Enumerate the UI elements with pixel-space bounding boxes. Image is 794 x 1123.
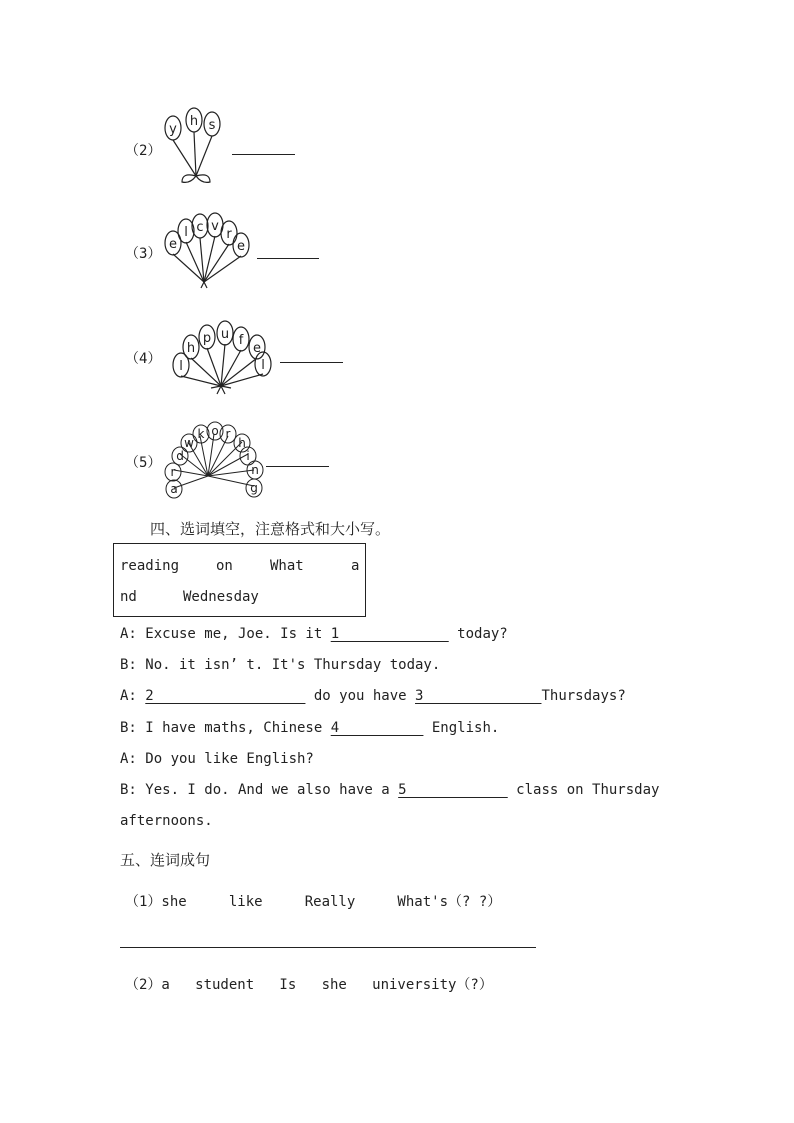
item-5-label: （5）	[125, 455, 162, 471]
balloon-bunch-4-icon	[165, 318, 279, 398]
blank-5: 5	[398, 782, 508, 798]
balloon-letter: s	[208, 118, 216, 133]
balloon-letter: o	[211, 424, 219, 438]
word-bank-word: What	[270, 558, 304, 574]
balloon-letter: i	[246, 449, 250, 463]
balloon-letter: r	[225, 427, 231, 441]
balloon-bunch-5-icon	[160, 418, 270, 502]
item-2-label: （2）	[125, 143, 162, 159]
balloon-letter: r	[170, 465, 176, 479]
balloon-letter: l	[184, 225, 188, 240]
dialog-line-5: A: Do you like English?	[120, 751, 314, 767]
balloon-letter: u	[220, 327, 230, 342]
word-bank-word: on	[216, 558, 233, 574]
word-bank-word: nd	[120, 589, 137, 605]
blank-3: 3	[415, 688, 542, 704]
item-4-label: （4）	[125, 351, 162, 367]
word-bank-box	[113, 543, 366, 617]
answer-line-3	[257, 258, 319, 259]
item-3-label: （3）	[125, 246, 162, 262]
word-bank-word: a	[351, 558, 360, 574]
balloon-bunch-3-icon	[160, 210, 254, 292]
section-5-title: 五、连词成句	[120, 851, 211, 869]
word-bank-word: Wednesday	[183, 589, 259, 605]
balloon-bunch-2-icon	[160, 104, 230, 188]
balloon-letter: r	[226, 227, 232, 242]
blank-2: 2	[145, 688, 306, 704]
balloon-letter: v	[211, 219, 219, 234]
answer-line-5	[266, 466, 329, 467]
dialog-line-2: B: No. it isn’ t. It's Thursday today.	[120, 657, 441, 673]
balloon-letter: n	[251, 463, 259, 477]
question-1: （1）she like Really What's（? ?）	[125, 894, 502, 910]
balloon-letter: l	[179, 359, 183, 374]
balloon-letter: h	[186, 341, 196, 356]
answer-line-4	[280, 362, 343, 363]
answer-line-2	[232, 154, 295, 155]
dialog-line-6: B: Yes. I do. And we also have a 5 class on Thursday	[120, 782, 660, 798]
section-4-title: 四、选词填空，注意格式和大小写。	[150, 520, 391, 538]
balloon-letter: c	[196, 220, 204, 235]
balloon-letter: h	[238, 436, 246, 450]
dialog-line-4: B: I have maths, Chinese 4 English.	[120, 720, 500, 736]
answer-line-q1	[120, 947, 536, 948]
word-bank-word: reading	[120, 558, 180, 574]
blank-1: 1	[330, 626, 449, 642]
balloon-letter: g	[250, 481, 258, 495]
balloon-letter: y	[169, 122, 177, 137]
dialog-line-3: A: 2 do you have 3 Thursdays?	[120, 688, 626, 704]
balloon-letter: f	[238, 333, 244, 348]
balloon-letter: e	[237, 239, 245, 254]
balloon-letter: e	[169, 237, 177, 252]
balloon-letter: h	[189, 114, 199, 129]
dialog-line-1: A: Excuse me, Joe. Is it 1 today?	[120, 626, 508, 642]
balloon-letter: l	[261, 358, 265, 373]
balloon-letter: p	[202, 331, 212, 346]
balloon-letter: a	[170, 482, 178, 496]
question-2: （2）a student Is she university（?）	[125, 977, 493, 993]
balloon-letter: k	[197, 427, 205, 441]
balloon-letter: e	[253, 341, 261, 356]
blank-4: 4	[330, 720, 424, 736]
balloon-letter: d	[176, 449, 184, 463]
balloon-letter: w	[184, 436, 194, 450]
dialog-line-7: afternoons.	[120, 813, 213, 829]
